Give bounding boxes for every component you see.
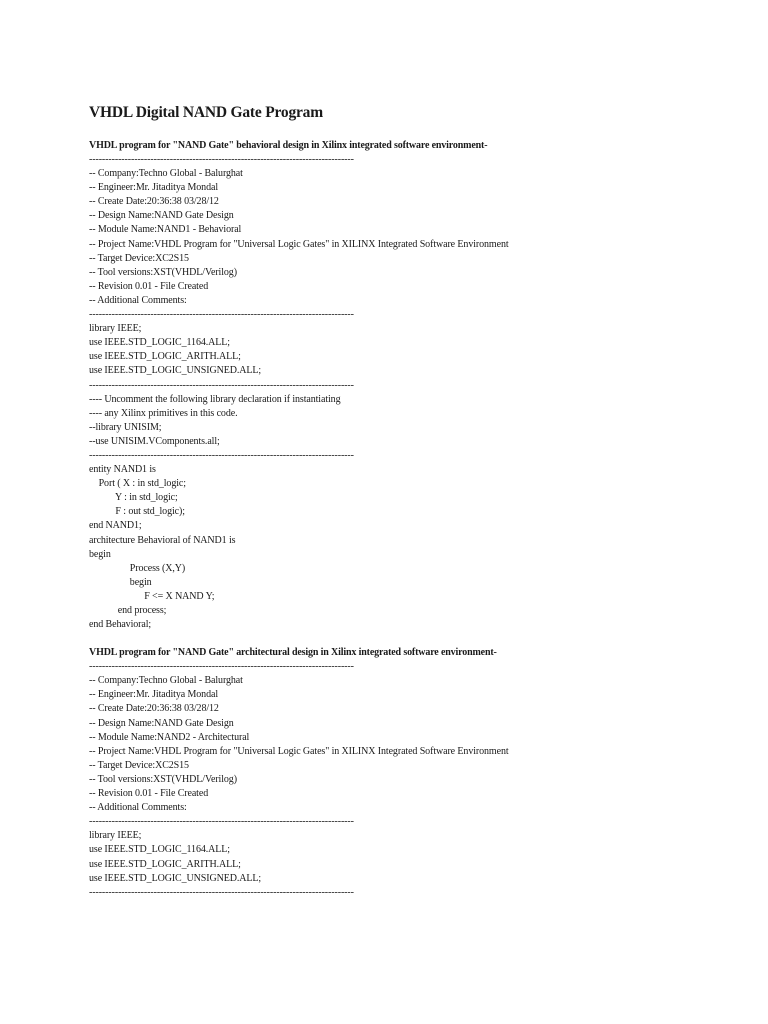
code-line: -- Module Name:NAND1 - Behavioral [89, 224, 242, 236]
code-line: library IEEE; [89, 323, 142, 335]
code-line: -- Engineer:Mr. Jitaditya Mondal [89, 689, 218, 701]
code-line: use IEEE.STD_LOGIC_ARITH.ALL; [89, 351, 241, 363]
section-heading: VHDL program for "NAND Gate" behavioral design in Xilinx integrated software environment- [89, 140, 488, 151]
code-line: -- Design Name:NAND Gate Design [89, 210, 234, 222]
code-line: -- Create Date:20:36:38 03/28/12 [89, 703, 219, 715]
page-title: VHDL Digital NAND Gate Program [89, 104, 323, 121]
code-line: -- Additional Comments: [89, 802, 187, 814]
code-line: -- Revision 0.01 - File Created [89, 280, 209, 292]
code-line: -- Project Name:VHDL Program for "Universal Logic Gates" in XILINX Integrated Software Environment [89, 238, 509, 250]
code-line: Port ( X : in std_logic; [89, 478, 186, 490]
code-line: ---------------------------------------------------------------------------------- [89, 379, 354, 391]
section-gap [89, 632, 729, 646]
code-line: -- Design Name:NAND Gate Design [89, 717, 234, 729]
code-line: use IEEE.STD_LOGIC_1164.ALL; [89, 844, 230, 856]
code-line: architecture Behavioral of NAND1 is [89, 534, 236, 546]
code-line: use IEEE.STD_LOGIC_UNSIGNED.ALL; [89, 365, 262, 377]
code-line: use IEEE.STD_LOGIC_UNSIGNED.ALL; [89, 872, 262, 884]
code-listing [89, 153, 729, 632]
code-line: -- Tool versions:XST(VHDL/Verilog) [89, 773, 237, 785]
code-line: -- Module Name:NAND2 - Architectural [89, 731, 250, 743]
document-page [89, 104, 729, 900]
code-line: use IEEE.STD_LOGIC_ARITH.ALL; [89, 858, 241, 870]
code-line: --use UNISIM.VComponents.all; [89, 435, 220, 447]
code-line: ---------------------------------------------------------------------------------- [89, 661, 354, 673]
section-heading: VHDL program for "NAND Gate" architectural design in Xilinx integrated software environment- [89, 647, 497, 659]
code-line: ---------------------------------------------------------------------------------- [89, 154, 354, 165]
code-line: -- Engineer:Mr. Jitaditya Mondal [89, 182, 218, 194]
code-line: end Behavioral; [89, 619, 152, 631]
code-line: F : out std_logic); [89, 506, 185, 518]
code-line: -- Create Date:20:36:38 03/28/12 [89, 196, 219, 208]
code-line: Process (X,Y) [89, 562, 186, 574]
code-line: F <= X NAND Y; [89, 590, 215, 602]
code-line: entity NAND1 is [89, 464, 156, 476]
code-line: ---------------------------------------------------------------------------------- [89, 449, 354, 461]
code-line: -- Company:Techno Global - Balurghat [89, 168, 243, 180]
code-line: ---------------------------------------------------------------------------------- [89, 886, 354, 898]
code-line: -- Tool versions:XST(VHDL/Verilog) [89, 266, 237, 278]
code-line: ---------------------------------------------------------------------------------- [89, 309, 354, 321]
code-line: -- Revision 0.01 - File Created [89, 788, 209, 800]
code-line: -- Company:Techno Global - Balurghat [89, 675, 243, 687]
code-line: end process; [89, 605, 167, 616]
code-line: -- Target Device:XC2S15 [89, 252, 189, 264]
code-line: --library UNISIM; [89, 421, 162, 433]
code-line: end NAND1; [89, 520, 142, 532]
code-listing [89, 660, 729, 900]
code-line: -- Additional Comments: [89, 294, 187, 306]
code-line: Y : in std_logic; [89, 492, 178, 504]
code-line: -- Project Name:VHDL Program for "Universal Logic Gates" in XILINX Integrated Software Environment [89, 745, 509, 757]
code-line: ---- any Xilinx primitives in this code. [89, 407, 238, 419]
behavioral-section [89, 139, 729, 632]
code-line: -- Target Device:XC2S15 [89, 759, 189, 771]
code-line: library IEEE; [89, 830, 142, 842]
code-line: use IEEE.STD_LOGIC_1164.ALL; [89, 337, 230, 349]
architectural-section [89, 646, 729, 900]
code-line: begin [89, 576, 152, 588]
code-line: ---------------------------------------------------------------------------------- [89, 816, 354, 828]
code-line: ---- Uncomment the following library declaration if instantiating [89, 393, 341, 405]
code-line: begin [89, 548, 111, 560]
